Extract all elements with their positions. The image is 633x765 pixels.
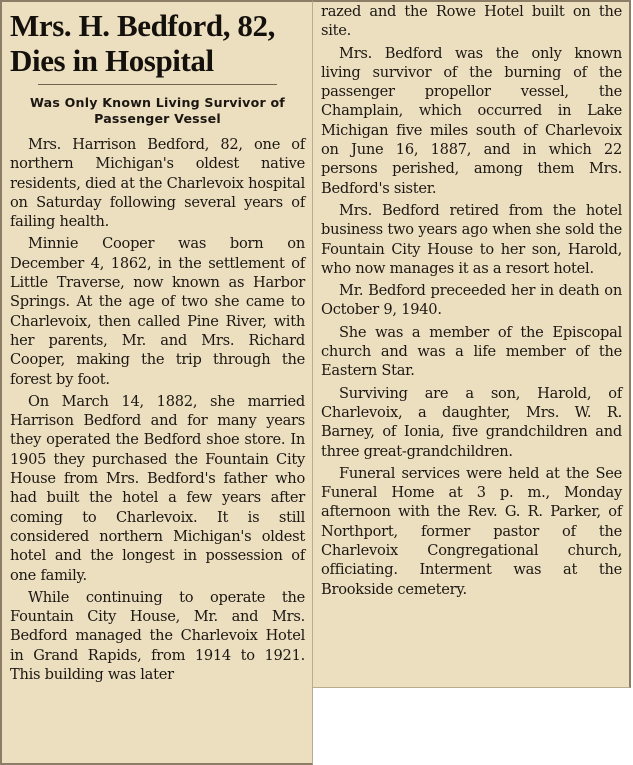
- article-column-left: [0, 0, 313, 765]
- paragraph-memberships: She was a member of the Episcopal church and was a life member of the Eastern Star.: [321, 323, 622, 380]
- paragraph-funeral: Funeral services were held at the See Funeral Home at 3 p. m., Monday afternoon with the Rev. G. R. Parker, of Northport, former pastor of the Charlevoix Congregational church, officiating. Interment was at the Brookside cemetery.: [321, 464, 622, 598]
- paragraph-hotel-management: While continuing to operate the Fountain City House, Mr. and Mrs. Bedford managed the Charlevoix Hotel in Grand Rapids, from 1914 to 1921. This building was later: [10, 588, 305, 684]
- paragraph-retirement: Mrs. Bedford retired from the hotel business two years ago when she sold the Fountain City House to her son, Harold, who now manages it as a resort hotel.: [321, 201, 622, 277]
- article-column-right: [313, 0, 631, 688]
- paragraph-marriage: On March 14, 1882, she married Harrison Bedford and for many years they operated the Bedford shoe store. In 1905 they purchased the Fountain City House from Mrs. Bedford's father who had built the hotel a few years after coming to Charlevoix. It is still considered northern Michigan's oldest hotel and the longest in possession of one family.: [10, 392, 305, 584]
- headline-divider: [38, 84, 277, 85]
- paragraph-continuation: razed and the Rowe Hotel built on the site.: [321, 3, 622, 40]
- paragraph-birth: Minnie Cooper was born on December 4, 1862, in the settlement of Little Traverse, now known as Harbor Springs. At the age of two she came to Charlevoix, then called Pine River, with her parents, Mr. and Mrs. Richard Cooper, making the trip through the forest by foot.: [10, 235, 305, 388]
- paragraph-champlain-survivor: Mrs. Bedford was the only known living survivor of the burning of the passenger propellor vessel, the Champlain, which occurred in Lake Michigan five miles south of Charlevoix on June 16, 1887, and in which 22 persons perished, among them Mrs. Bedford's sister.: [321, 44, 622, 197]
- paragraph-death-notice: Mrs. Harrison Bedford, 82, one of northern Michigan's oldest native residents, died at the Charlevoix hospital on Saturday following several years of failing health.: [10, 136, 305, 231]
- paragraph-survivors: Surviving are a son, Harold, of Charlevoix, a daughter, Mrs. W. R. Barney, of Ionia, five grandchildren and three great-grandchildren.: [321, 384, 622, 460]
- headline: Mrs. H. Bedford, 82, Dies in Hospital: [10, 8, 275, 78]
- subheadline: Was Only Known Living Survivor of Passenger Vessel: [30, 95, 285, 126]
- paragraph-husband-death: Mr. Bedford preceeded her in death on October 9, 1940.: [321, 282, 622, 319]
